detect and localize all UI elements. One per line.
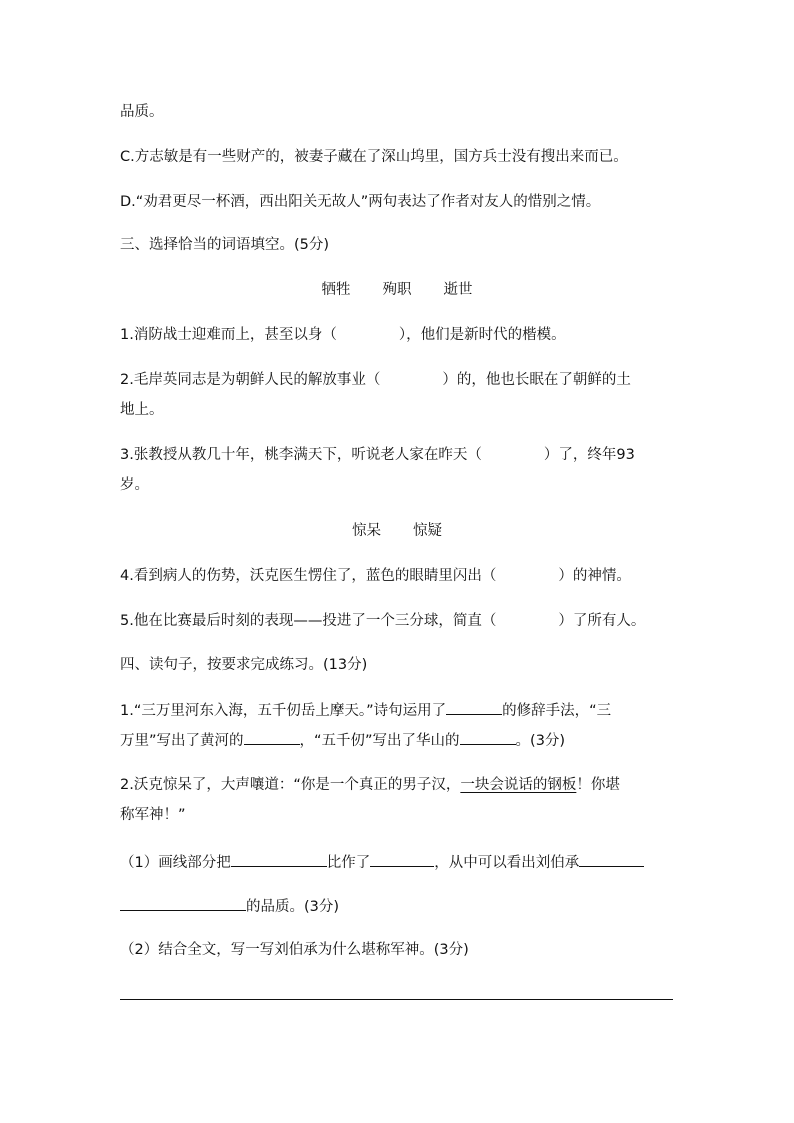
reading-question-1 <box>120 699 611 721</box>
sub-question-2: （2）结合全文，写一写刘伯承为什么堪称军神。(3分) <box>120 942 469 958</box>
fill-question-2 <box>120 370 631 390</box>
question-text: 3.张教授从教几十年，桃李满天下，听说老人家在昨天（ <box>120 447 482 463</box>
answer-blank[interactable] <box>231 851 327 867</box>
reading-question-1-continued <box>120 729 565 751</box>
question-text: 的品质。(3分) <box>246 899 340 915</box>
fill-question-3 <box>120 445 635 465</box>
question-text: 比作了 <box>326 855 371 871</box>
answer-blank[interactable] <box>460 729 516 745</box>
word-bank-2 <box>0 521 794 541</box>
question-text: 万里”写出了黄河的 <box>120 733 244 749</box>
section-three-title: 三、选择恰当的词语填空。(5分) <box>120 237 330 253</box>
answer-blank[interactable] <box>120 895 246 911</box>
text-line: 品质。 <box>120 104 164 120</box>
question-text-continued: 岁。 <box>120 477 149 493</box>
word-bank-item: 殉职 <box>382 282 412 298</box>
question-text-continued: 地上。 <box>120 402 164 418</box>
question-text-continued: 称军神！” <box>120 807 186 823</box>
question-text: ，“五千仞”写出了华山的 <box>299 733 460 749</box>
underlined-phrase: 一块会说话的钢板 <box>460 777 577 793</box>
question-text: （1）画线部分把 <box>120 855 231 871</box>
question-text: ！你堪 <box>576 777 620 793</box>
question-text: ），他们是新时代的楷模。 <box>398 327 566 343</box>
word-bank-item: 惊呆 <box>352 523 381 539</box>
question-text: ）了所有人。 <box>558 613 646 629</box>
question-text: ）的神情。 <box>558 568 631 584</box>
word-bank-item: 逝世 <box>443 282 473 298</box>
question-text: ）了，终年93 <box>543 447 635 463</box>
word-bank-item: 牺牲 <box>321 282 351 298</box>
question-text: 4.看到病人的伤势，沃克医生愣住了，蓝色的眼睛里闪出（ <box>120 568 497 584</box>
answer-blank[interactable] <box>446 699 502 715</box>
word-bank-1 <box>0 280 794 300</box>
option-d: D.“劝君更尽一杯酒，西出阳关无故人”两句表达了作者对友人的惜别之情。 <box>120 194 601 210</box>
question-text: 1.消防战士迎难而上，甚至以身（ <box>120 327 337 343</box>
fill-question-1 <box>120 325 566 345</box>
answer-blank[interactable] <box>244 729 300 745</box>
question-text: 2.毛岸英同志是为朝鲜人民的解放事业（ <box>120 372 381 388</box>
question-text: 2.沃克惊呆了，大声嚷道：“你是一个真正的男子汉， <box>120 777 461 793</box>
question-text: 的修辞手法，“三 <box>502 703 612 719</box>
sub-question-1-continued <box>120 895 339 917</box>
reading-question-2 <box>120 775 620 795</box>
section-four-title: 四、读句子，按要求完成练习。(13分) <box>120 657 368 673</box>
question-text: 1.“三万里河东入海，五千仞岳上摩天。”诗句运用了 <box>120 703 447 719</box>
question-text: 。(3分) <box>515 733 566 749</box>
sub-question-1 <box>120 851 644 873</box>
question-text: ，从中可以看出刘伯承 <box>434 855 580 871</box>
fill-question-4 <box>120 566 631 586</box>
answer-blank[interactable] <box>370 851 434 867</box>
answer-blank[interactable] <box>579 851 644 867</box>
question-text: 5.他在比赛最后时刻的表现——投进了一个三分球，简直（ <box>120 613 497 629</box>
fill-question-5 <box>120 611 645 631</box>
option-c: C.方志敏是有一些财产的，被妻子藏在了深山坞里，国方兵士没有搜出来而已。 <box>120 149 628 165</box>
answer-line[interactable] <box>120 999 673 1000</box>
question-text: ）的，他也长眠在了朝鲜的土 <box>442 372 631 388</box>
word-bank-item: 惊疑 <box>413 523 442 539</box>
